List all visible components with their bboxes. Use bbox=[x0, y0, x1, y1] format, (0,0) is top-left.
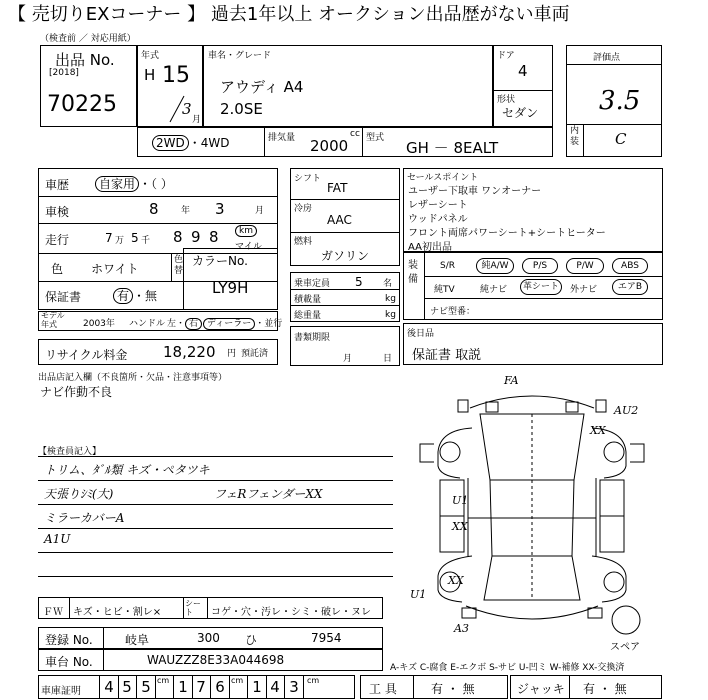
capacity-value: 5 bbox=[355, 275, 363, 289]
inspection-month: 3 bbox=[215, 200, 225, 218]
diagram-label-7: A3 bbox=[454, 622, 469, 635]
lot-box bbox=[40, 45, 137, 127]
model-year-label: モデル年式 bbox=[41, 311, 65, 329]
sales-point-3: ウッドパネル bbox=[408, 214, 468, 225]
warranty-value: 有 bbox=[113, 288, 133, 304]
grade-box bbox=[566, 45, 662, 157]
registration-class: 300 bbox=[197, 631, 220, 645]
inspector-line-4: A1U bbox=[44, 532, 71, 546]
equip-tv: 純TV bbox=[434, 285, 455, 295]
equipment-label: 装備 bbox=[408, 260, 418, 285]
body-label: 形状 bbox=[497, 95, 516, 105]
lot-year-tag: [2018] bbox=[49, 68, 79, 78]
tools-value: 有 ・ 無 bbox=[431, 682, 475, 696]
doors-label: ドア bbox=[497, 51, 515, 61]
inspection-month-unit: 月 bbox=[255, 206, 265, 216]
displacement-value: 2000 bbox=[310, 137, 349, 155]
fw-row bbox=[38, 597, 383, 619]
ac-label: 冷房 bbox=[294, 204, 313, 214]
inspector-label: 【検査員記入】 bbox=[38, 447, 102, 457]
recycle-label: リサイクル料金 bbox=[45, 348, 128, 362]
inspector-line-1: トリム、ﾀﾞﾙ類 キズ・ペタツキ bbox=[44, 463, 210, 477]
car-diagram bbox=[400, 370, 665, 653]
cert-cell-1: 4 bbox=[99, 676, 119, 698]
exhibitor-label: 出品店記入欄（不良箇所・欠品・注意事項等） bbox=[38, 373, 228, 383]
recycle-note: 預託済 bbox=[241, 349, 269, 359]
mileage-d1: 8 bbox=[173, 228, 183, 246]
equip-alloy-wheel: 純A/W bbox=[476, 258, 514, 274]
model-label: 型式 bbox=[366, 133, 385, 143]
shift-box bbox=[290, 168, 400, 266]
equip-sr: S/R bbox=[440, 261, 455, 271]
ac-value: AAC bbox=[327, 213, 352, 227]
displacement-unit: cc bbox=[350, 129, 360, 139]
model-year-value: 2003年 bbox=[83, 319, 115, 329]
car-grade: 2.0SE bbox=[220, 100, 263, 118]
diagram-label-2: XX bbox=[590, 424, 606, 437]
diagram-label-6: U1 bbox=[410, 588, 427, 601]
weight-label: 総重量 bbox=[294, 311, 322, 321]
doc-deadline-label: 書類期限 bbox=[294, 333, 331, 343]
history-rest: ・（ ） bbox=[139, 177, 173, 191]
cert-cm-2: cm bbox=[231, 676, 244, 685]
diagram-top-label: FA bbox=[504, 374, 519, 387]
cert-cell-4: 1 bbox=[173, 676, 193, 698]
equip-navi: 純ナビ bbox=[480, 285, 508, 295]
displacement-label: 排気量 bbox=[268, 133, 296, 143]
cert-cm-1: cm bbox=[157, 676, 170, 685]
doc-deadline-box bbox=[290, 326, 400, 366]
mileage-sen: 5 bbox=[131, 231, 139, 245]
year-label: 年式 bbox=[141, 51, 160, 61]
car-name: アウディ A4 bbox=[220, 78, 304, 96]
doors-box bbox=[493, 45, 553, 127]
drive-2wd: 2WD bbox=[152, 135, 189, 151]
mileage-man: 7 bbox=[105, 231, 113, 245]
lot-label: 出品 No. bbox=[55, 51, 115, 69]
color-no-label: カラーNo. bbox=[192, 254, 248, 268]
diagram-spare: スペア bbox=[610, 642, 640, 653]
body-value: セダン bbox=[502, 106, 539, 120]
cert-cell-3: 5 bbox=[137, 676, 156, 698]
equip-abs: ABS bbox=[612, 258, 648, 274]
navi-model-label: ナビ型番： bbox=[430, 307, 476, 317]
doors-value: 4 bbox=[518, 62, 528, 80]
color-label: 色 bbox=[51, 262, 64, 276]
shift-value: FAT bbox=[327, 181, 348, 195]
cert-label: 車庫証明 bbox=[41, 686, 81, 697]
inspection-label: 車検 bbox=[45, 205, 70, 219]
inspector-line-2: 天張りｼﾐ(大) bbox=[44, 487, 114, 501]
diagram-label-4: XX bbox=[452, 520, 468, 533]
later-date-box bbox=[403, 323, 663, 365]
vin-value: WAUZZZ8E33A044698 bbox=[147, 653, 285, 667]
grade-score: 3.5 bbox=[599, 86, 641, 116]
drive-4wd: ・4WD bbox=[188, 136, 230, 150]
sales-points-label: セールスポイント bbox=[407, 173, 479, 183]
mileage-sen-unit: 千 bbox=[141, 236, 151, 246]
tools-label: 工 具 bbox=[369, 682, 397, 696]
car-box bbox=[203, 45, 493, 127]
inspection-year: 8 bbox=[149, 200, 159, 218]
diagram-label-5: XX bbox=[448, 574, 464, 587]
handle-right: 右 bbox=[185, 318, 202, 330]
jack-value: 有 ・ 無 bbox=[583, 682, 627, 696]
recycle-value: 18,220 bbox=[163, 343, 216, 361]
tools-box bbox=[360, 675, 508, 699]
cert-cell-8: 4 bbox=[266, 676, 285, 698]
model-value: GH － 8EALT bbox=[406, 139, 499, 157]
later-date-label: 後日品 bbox=[407, 329, 435, 339]
doc-deadline-month: 月 bbox=[343, 354, 353, 364]
mileage-label: 走行 bbox=[45, 233, 70, 247]
sales-point-1: ユーザー下取車 ワンオーナー bbox=[408, 186, 542, 197]
jack-box bbox=[510, 675, 662, 699]
mileage-d3: 8 bbox=[209, 228, 219, 246]
lot-number: 70225 bbox=[47, 92, 117, 117]
mileage-mile: マイル bbox=[235, 242, 262, 252]
drive-row bbox=[137, 127, 553, 157]
banner-title: 【 売切りEXコーナー 】 過去1年以上 オークション出品歴がない車両 bbox=[8, 4, 570, 25]
equip-ext-navi: 外ナビ bbox=[570, 285, 598, 295]
shift-label: シフト bbox=[294, 174, 322, 184]
history-value: 自家用 bbox=[95, 176, 139, 192]
seat-label: シート bbox=[185, 599, 201, 617]
registration-city: 岐阜 bbox=[125, 633, 150, 647]
inspection-year-unit: 年 bbox=[181, 206, 191, 216]
mileage-d2: 9 bbox=[191, 228, 201, 246]
jack-label: ジャッキ bbox=[517, 682, 565, 696]
inspector-right-note: フェRフェンダーXX bbox=[214, 487, 323, 501]
registration-row bbox=[38, 627, 383, 649]
grade-interior-label: 内装 bbox=[570, 126, 580, 147]
grade-label: 評価点 bbox=[593, 53, 621, 63]
color-no-box bbox=[183, 248, 278, 310]
fw-rest: キズ・ヒビ・割レ× bbox=[73, 607, 162, 618]
handle-sep: ・ bbox=[176, 319, 186, 329]
recycle-box bbox=[38, 339, 278, 365]
damage-legend: A-キズ C-腐食 E-エクボ S-サビ U-凹ミ W-補修 XX-交換済 bbox=[390, 663, 625, 673]
color-value: ホワイト bbox=[91, 262, 139, 276]
warranty-label: 保証書 bbox=[45, 290, 82, 304]
capacity-label: 乗車定員 bbox=[294, 279, 331, 289]
cert-cell-6: 6 bbox=[211, 676, 230, 698]
weight-unit: kg bbox=[385, 310, 396, 320]
sales-points-box bbox=[403, 168, 663, 252]
doc-deadline-day: 日 bbox=[383, 354, 393, 364]
color-no-value: LY9H bbox=[212, 279, 249, 297]
fw-label: ＦＷ bbox=[43, 607, 63, 618]
load-label: 積載量 bbox=[294, 295, 322, 305]
registration-number: 7954 bbox=[311, 631, 342, 645]
capacity-box bbox=[290, 272, 400, 322]
registration-label: 登録 No. bbox=[45, 633, 93, 647]
parallel-value: ・並行 bbox=[255, 319, 283, 329]
handle-label: ハンドル bbox=[129, 319, 166, 329]
seat-rest: コゲ・穴・汚レ・シミ・破レ・ヌレ bbox=[211, 607, 371, 618]
equip-power-steering: P/S bbox=[522, 258, 558, 274]
garage-cert-row bbox=[38, 675, 355, 699]
year-era: H bbox=[144, 66, 156, 84]
sales-point-5: AA初出品 bbox=[408, 242, 452, 253]
color-change-label: 色替 bbox=[174, 255, 184, 276]
equip-power-window: P/W bbox=[566, 258, 604, 274]
cert-cell-9: 3 bbox=[285, 676, 304, 698]
capacity-unit: 名 bbox=[383, 279, 393, 289]
equipment-box bbox=[403, 252, 663, 320]
cert-cell-5: 7 bbox=[192, 676, 211, 698]
header-note: （検査前 ／ 対応用紙） bbox=[40, 34, 136, 44]
vin-label: 車台 No. bbox=[45, 655, 93, 669]
cert-cell-7: 1 bbox=[247, 676, 267, 698]
diagram-label-1: AU2 bbox=[614, 404, 639, 417]
equip-airbag: エアB bbox=[612, 279, 648, 295]
warranty-rest: ・無 bbox=[133, 289, 158, 303]
registration-kana: ひ bbox=[245, 633, 258, 647]
fuel-value: ガソリン bbox=[321, 249, 370, 263]
handle-left: 左 bbox=[167, 319, 177, 329]
year-box bbox=[137, 45, 203, 127]
exhibitor-value: ナビ作動不良 bbox=[40, 385, 113, 399]
year-month: 3 bbox=[182, 100, 192, 118]
year-month-unit: 月 bbox=[192, 115, 202, 125]
fuel-label: 燃料 bbox=[294, 237, 313, 247]
history-label: 車歴 bbox=[45, 178, 70, 192]
recycle-unit: 円 bbox=[227, 349, 237, 359]
cert-cell-2: 5 bbox=[118, 676, 137, 698]
car-label: 車名・グレード bbox=[208, 51, 272, 61]
cert-cm-3: cm bbox=[307, 676, 320, 685]
dealer-value: ディーラー bbox=[203, 318, 255, 330]
later-date-value: 保証書 取説 bbox=[412, 348, 482, 363]
mileage-man-unit: 万 bbox=[115, 236, 125, 246]
sales-point-4: フロント両席パワーシート+シートヒーター bbox=[408, 228, 606, 239]
model-year-row bbox=[38, 311, 283, 331]
sales-point-2: レザーシート bbox=[408, 200, 468, 211]
year-value: 15 bbox=[162, 63, 190, 88]
grade-interior: C bbox=[615, 130, 627, 148]
mileage-km: km bbox=[235, 225, 257, 237]
inspector-line-3: ミラーカバーA bbox=[44, 511, 125, 525]
load-unit: kg bbox=[385, 294, 396, 304]
equip-leather-seat: 革シート bbox=[520, 279, 562, 295]
diagram-label-3: U1 bbox=[452, 494, 469, 507]
vin-row bbox=[38, 649, 383, 671]
